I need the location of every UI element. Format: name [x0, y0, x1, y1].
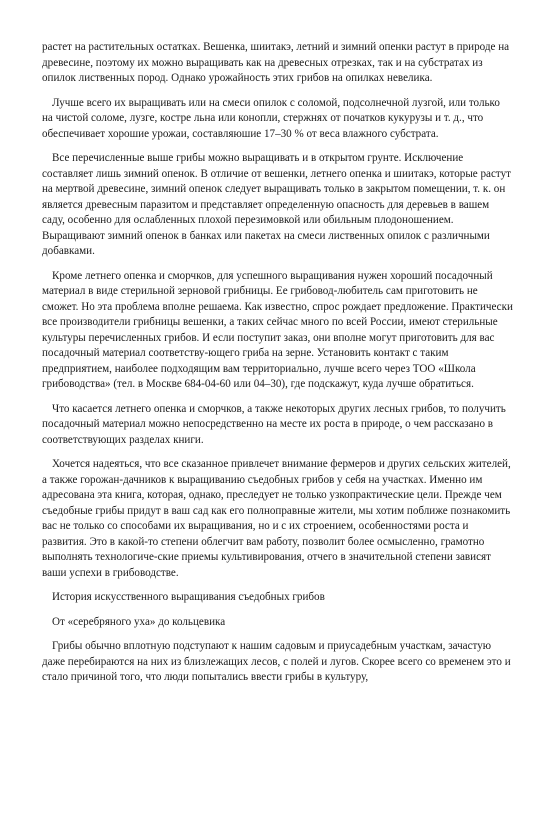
- paragraph-2: Лучше всего их выращивать или на смеси опилок с соломой, подсолнечной лузгой, или только на чистой соломе, лузге, костре льна или конопли, стержнях от початков кукурузы и т. д., что обеспечивает хорошие урожаи, составляюшие 17–30 % от веса влажного субстрата.: [42, 96, 500, 140]
- paragraph-3: Все перечисленные выше грибы можно выращивать и в открытом грунте. Исключение составляет лишь зимний опенок. В отличие от вешенки, летнего опенка и шиитакэ, которые растут на мертвой древесине, зимний опенок следует выращивать только в закрытом помещении, т. к. он является древесным паразитом и представляет определенную опасность для деревьев в вашем саду, особенно для ослабленных плохой перезимовкой или обильным плодоношением. Выращивают зимний опенок в банках или пакетах на смеси лиственных опилок с различными добавками.: [42, 152, 511, 257]
- paragraph-4: Кроме летнего опенка и сморчков, для успешного выращивания нужен хороший посадочный материал в виде стерильной зерновой грибницы. Ее грибовод-любитель сам приготовить не сможет. Но эта проблема вполне решаема. Как известно, спрос рождает предложение. Практически все производители грибницы вешенки, а таких сейчас много по всей России, имеют стерильные культуры перечисленных грибов. И если поступит заказ, они вполне могут приготовить для вас посадочный материал соответству-ющего гриба на зерне. Установить контакт с таким предприятием, наиболее подходящим вам территориально, лучше всего через ТОО «Школа грибоводства» (тел. в Москве 684-04-60 или 04–30), где подскажут, куда лучше обратиться.: [42, 269, 513, 390]
- paragraph-1: растет на растительных остатках. Вешенка, шиитакэ, летний и зимний опенки растут в природе на древесине, поэтому их можно выращивать как на древесных отрезках, так и на субстратах из опилок лиственных пород. Однако урожайность этих грибов на опилках невелика.: [42, 41, 510, 84]
- paragraph-7: Грибы обычно вплотную подступают к нашим садовым и приусадебным участкам, зачастую даже перебираются на них из близлежащих лесов, с полей и лугов. Скорее всего со временем это и стало причиной того, что люди попытались ввести грибы в культуру,: [42, 640, 511, 683]
- section-heading: История искусственного выращивания съедобных грибов: [52, 591, 325, 603]
- subsection-heading: От «серебряного уха» до кольцевика: [52, 615, 226, 628]
- paragraph-6: Хочется надеяться, что все сказанное привлечет внимание фермеров и других сельских жителей, а также горожан-дачников к выращиванию съедобных грибов у себя на участках. Именно им адресована эта книга, которая, однако, преследует не только узкопрактические цели. Прежде чем съедобные грибы придут в ваш сад как его полноправные жители, мы хотим поближе познакомить вас не только со способами их выращивания, но и с их строением, особенностями роста и развития. Это в какой-то степени облегчит вам работу, позволит более осмысленно, грамотно выполнять технологиче-ские приемы культивирования, отчего в значительной степени зависят ваши успехи в грибоводстве.: [42, 458, 511, 579]
- paragraph-5: Что касается летнего опенка и сморчков, а также некоторых других лесных грибов, то получить посадочный материал можно непосредственно на месте их роста в природе, о чем рассказано в соответствующих разделах книги.: [42, 402, 506, 446]
